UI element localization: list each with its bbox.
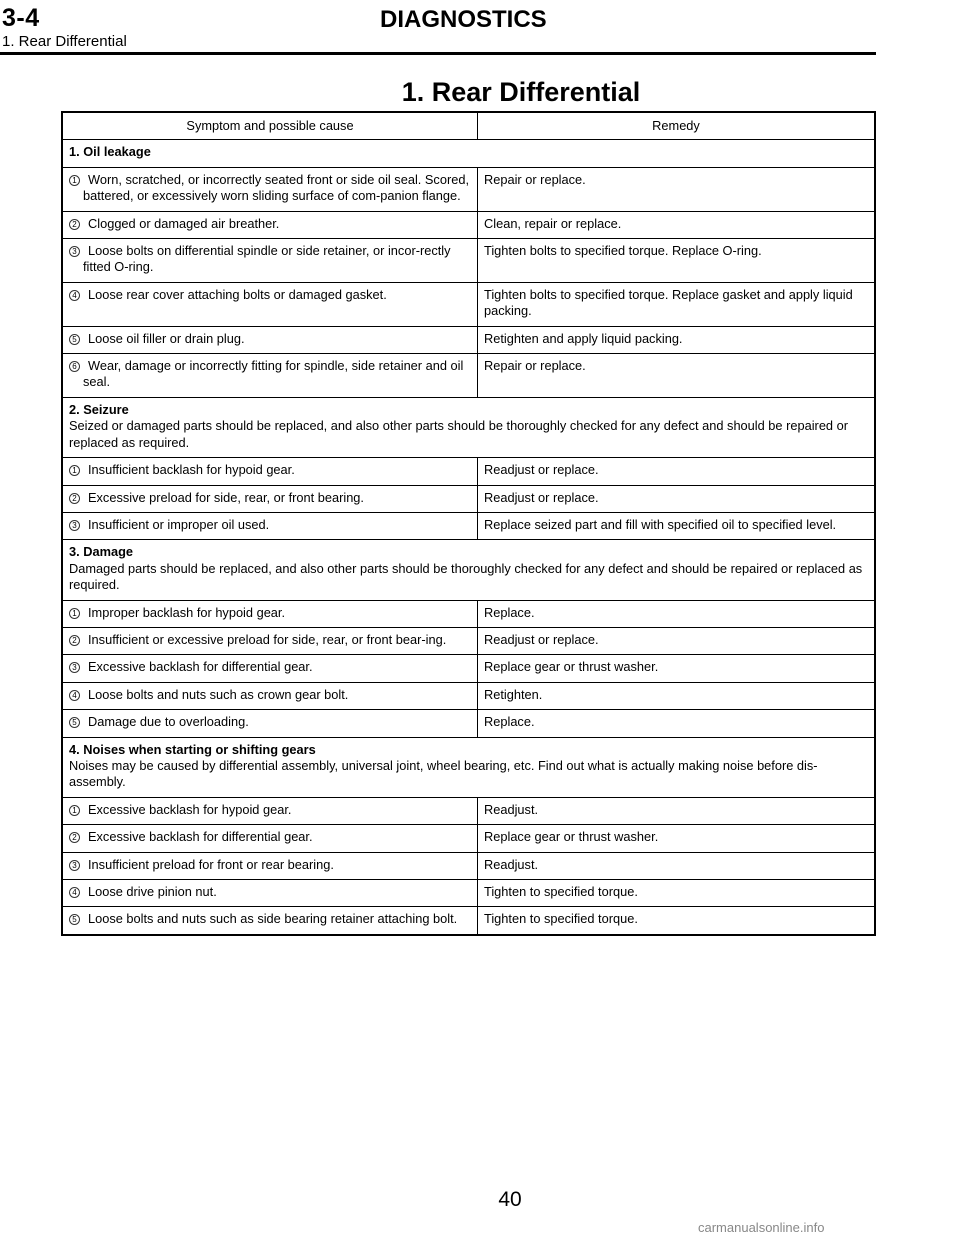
cause-text: Loose bolts and nuts such as crown gear bolt.	[88, 686, 349, 702]
cause-cell	[62, 710, 478, 737]
cause-cell	[62, 907, 478, 935]
remedy-cell: Readjust.	[478, 797, 876, 824]
table-row	[62, 825, 875, 852]
header-rule	[0, 52, 876, 55]
remedy-cell: Tighten bolts to specified torque. Replace gasket and apply liquid packing.	[478, 282, 876, 326]
remedy-cell: Replace gear or thrust washer.	[478, 655, 876, 682]
cause-cell	[62, 282, 478, 326]
table-row	[62, 354, 875, 398]
cause-text: Excessive backlash for hypoid gear.	[88, 801, 292, 817]
table-row	[62, 282, 875, 326]
circled-number-icon: 2	[69, 832, 80, 843]
table-row	[62, 907, 875, 935]
section-code: 3-4	[2, 4, 40, 32]
cause-cell	[62, 797, 478, 824]
section-cell	[62, 737, 875, 797]
cause-cell	[62, 655, 478, 682]
table-row	[62, 880, 875, 907]
circled-number-icon: 3	[69, 520, 80, 531]
watermark: carmanualsonline.info	[698, 1220, 825, 1235]
section-cell	[62, 397, 875, 457]
circled-number-icon: 4	[69, 290, 80, 301]
section-heading: 4. Noises when starting or shifting gears	[69, 741, 316, 757]
circled-number-icon: 4	[69, 690, 80, 701]
table-row	[62, 239, 875, 283]
cause-text: Insufficient or excessive preload for side, rear, or front bear-ing.	[88, 631, 447, 647]
cause-text: Damage due to overloading.	[88, 714, 249, 730]
circled-number-icon: 6	[69, 361, 80, 372]
remedy-cell: Retighten and apply liquid packing.	[478, 326, 876, 353]
circled-number-icon: 1	[69, 608, 80, 619]
cause-text: Loose drive pinion nut.	[88, 884, 217, 899]
cause-cell	[62, 600, 478, 627]
table-row	[62, 485, 875, 512]
table-row	[62, 655, 875, 682]
cause-text: Excessive backlash for differential gear.	[88, 829, 313, 845]
cause-cell	[62, 880, 478, 907]
table-body	[62, 140, 875, 935]
circled-number-icon: 1	[69, 805, 80, 816]
circled-number-icon: 2	[69, 493, 80, 504]
section-heading: 2. Seizure	[69, 401, 129, 417]
cause-cell	[62, 627, 478, 654]
cause-text: Loose oil filler or drain plug.	[88, 330, 245, 346]
circled-number-icon: 4	[69, 887, 80, 898]
section-row	[62, 737, 875, 797]
remedy-cell: Retighten.	[478, 682, 876, 709]
circled-number-icon: 5	[69, 334, 80, 345]
circled-number-icon: 1	[69, 465, 80, 476]
section-note: Seized or damaged parts should be replaced, and also other parts should be thoroughly checked for any defect and should be repaired or replaced as required.	[69, 418, 848, 450]
table-row	[62, 600, 875, 627]
table-row	[62, 458, 875, 485]
remedy-cell: Readjust.	[478, 852, 876, 879]
circled-number-icon: 3	[69, 246, 80, 257]
section-heading: 3. Damage	[69, 544, 134, 560]
table-row	[62, 326, 875, 353]
table-row	[62, 710, 875, 737]
section-note: Damaged parts should be replaced, and also other parts should be thoroughly checked for any defect and should be repaired or replaced as required.	[69, 560, 863, 593]
table-row	[62, 682, 875, 709]
cause-text: Loose bolts and nuts such as side bearing retainer attaching bolt.	[88, 911, 458, 927]
remedy-cell: Tighten to specified torque.	[478, 880, 876, 907]
remedy-cell: Replace.	[478, 600, 876, 627]
table-header-row	[62, 112, 875, 140]
remedy-cell: Tighten to specified torque.	[478, 907, 876, 935]
table-row	[62, 211, 875, 238]
remedy-cell: Replace.	[478, 710, 876, 737]
section-row	[62, 540, 875, 600]
cause-cell	[62, 852, 478, 879]
section-title: DIAGNOSTICS	[380, 6, 547, 33]
cause-cell	[62, 326, 478, 353]
cause-cell	[62, 354, 478, 398]
circled-number-icon: 2	[69, 219, 80, 230]
section-cell	[62, 140, 875, 167]
circled-number-icon: 2	[69, 635, 80, 646]
cause-text: Excessive backlash for differential gear.	[88, 659, 313, 675]
table-row	[62, 852, 875, 879]
cause-text: Worn, scratched, or incorrectly seated front or side oil seal. Scored, battered, or excessively worn sliding surface of com-panion flange.	[83, 171, 469, 204]
cause-text: Clogged or damaged air breather.	[88, 215, 280, 231]
cause-cell	[62, 458, 478, 485]
circled-number-icon: 1	[69, 175, 80, 186]
section-cell	[62, 540, 875, 600]
cause-text: Improper backlash for hypoid gear.	[88, 604, 286, 620]
section-heading: 1. Oil leakage	[69, 144, 151, 160]
remedy-cell: Replace seized part and fill with specified oil to specified level.	[478, 512, 876, 539]
remedy-cell: Replace gear or thrust washer.	[478, 825, 876, 852]
cause-text: Excessive preload for side, rear, or front bearing.	[88, 489, 364, 505]
cause-text: Wear, damage or incorrectly fitting for spindle, side retainer and oil seal.	[83, 358, 464, 390]
cause-text: Insufficient preload for front or rear bearing.	[88, 856, 334, 872]
page-number: 40	[498, 1188, 522, 1211]
table-row	[62, 627, 875, 654]
cause-text: Loose rear cover attaching bolts or damaged gasket.	[88, 286, 387, 302]
section-note: Noises may be caused by differential assembly, universal joint, wheel bearing, etc. Find out what is actually making noise before dis-assembly.	[69, 757, 818, 790]
cause-cell	[62, 167, 478, 211]
col-header-symptom: Symptom and possible cause	[62, 112, 478, 140]
circled-number-icon: 3	[69, 860, 80, 871]
section-row	[62, 397, 875, 457]
remedy-cell: Clean, repair or replace.	[478, 211, 876, 238]
cause-cell	[62, 682, 478, 709]
cause-text: Insufficient backlash for hypoid gear.	[88, 462, 295, 478]
cause-cell	[62, 512, 478, 539]
table-row	[62, 167, 875, 211]
cause-cell	[62, 825, 478, 852]
remedy-cell: Readjust or replace.	[478, 627, 876, 654]
diagnostics-table	[61, 111, 876, 936]
section-row	[62, 140, 875, 167]
cause-cell	[62, 239, 478, 283]
page-title: 1. Rear Differential	[401, 77, 641, 107]
remedy-cell: Readjust or replace.	[478, 458, 876, 485]
remedy-cell: Tighten bolts to specified torque. Replace O-ring.	[478, 239, 876, 283]
cause-cell	[62, 485, 478, 512]
remedy-cell: Repair or replace.	[478, 167, 876, 211]
circled-number-icon: 3	[69, 662, 80, 673]
circled-number-icon: 5	[69, 914, 80, 925]
circled-number-icon: 5	[69, 717, 80, 728]
cause-cell	[62, 211, 478, 238]
cause-text: Loose bolts on differential spindle or side retainer, or incor-rectly fitted O-ring.	[83, 243, 451, 275]
table-row	[62, 797, 875, 824]
cause-text: Insufficient or improper oil used.	[88, 516, 270, 532]
remedy-cell: Readjust or replace.	[478, 485, 876, 512]
table-row	[62, 512, 875, 539]
remedy-cell: Repair or replace.	[478, 354, 876, 398]
header-subtitle: 1. Rear Differential	[2, 33, 127, 50]
col-header-remedy: Remedy	[478, 112, 876, 140]
